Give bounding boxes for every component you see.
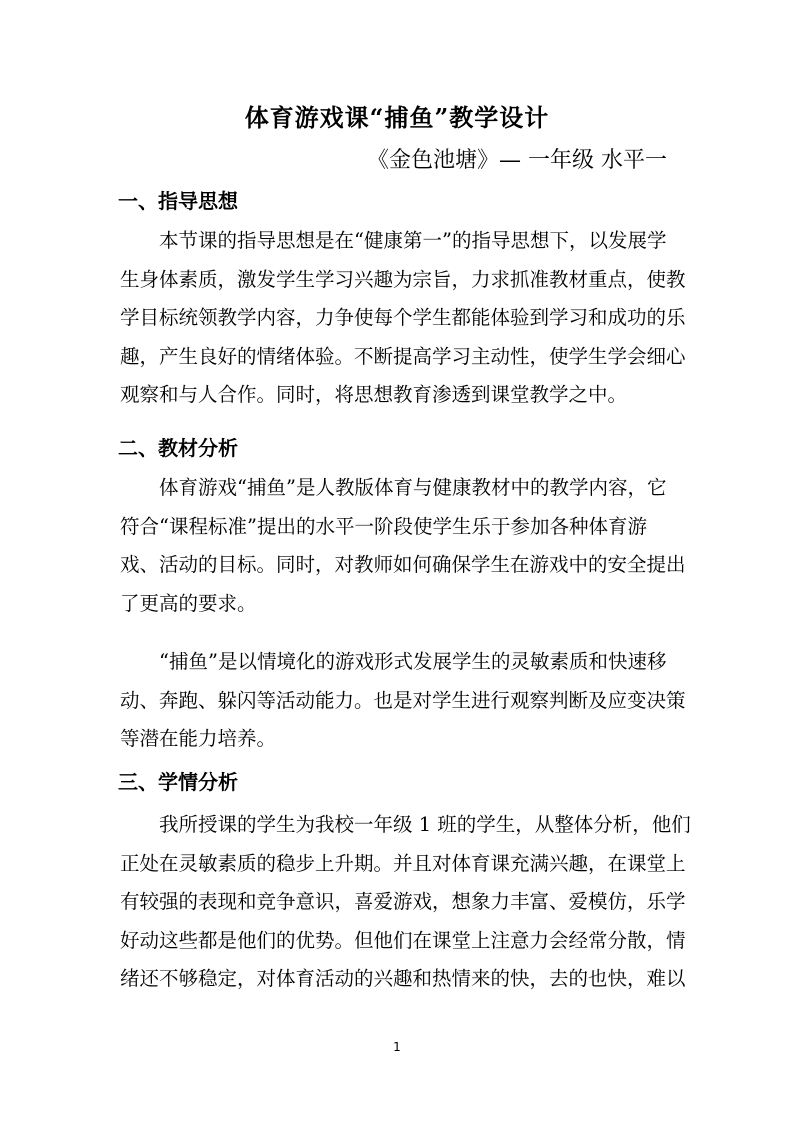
document-subtitle: 《金色池塘》— 一年级 水平一 xyxy=(367,148,667,173)
paragraph-line: 本节课的指导思想是在“健康第一”的指导思想下，以发展学 xyxy=(120,229,667,252)
paragraph xyxy=(120,222,686,415)
paragraph-line: 正处在灵敏素质的稳步上升期。并且对体育课充满兴趣，在课堂上 xyxy=(120,851,686,875)
paragraph-line: 学目标统领教学内容，力争使每个学生都能体验到学习和成功的乐 xyxy=(120,306,686,330)
paragraph-line: 体育游戏“捕鱼”是人教版体育与健康教材中的教学内容，它 xyxy=(120,476,667,499)
paragraph-line: 戏、活动的目标。同时，对教师如何确保学生在游戏中的安全提出 xyxy=(120,553,686,577)
paragraph-line: 有较强的表现和竞争意识，喜爱游戏，想象力丰富、爱模仿，乐学 xyxy=(120,890,686,914)
paragraph-line: 绪还不够稳定，对体育活动的兴趣和热情来的快，去的也快，难以 xyxy=(120,967,686,991)
section-heading-material-analysis: 二、教材分析 xyxy=(118,436,238,460)
paragraph-line: 符合“课程标准”提出的水平一阶段使学生乐于参加各种体育游 xyxy=(120,514,647,538)
section-heading-guiding-thought: 一、指导思想 xyxy=(118,189,238,213)
paragraph-line: 动、奔跑、躲闪等活动能力。也是对学生进行观察判断及应变决策 xyxy=(120,688,686,712)
paragraph-line: 等潜在能力培养。 xyxy=(120,727,277,751)
paragraph xyxy=(120,806,691,999)
section-heading-student-analysis: 三、学情分析 xyxy=(118,770,238,794)
paragraph-line: 好动这些都是他们的优势。但他们在课堂上注意力会经常分散，情 xyxy=(120,928,686,952)
paragraph xyxy=(120,469,686,623)
paragraph-line: 趣，产生良好的情绪体验。不断提高学习主动性，使学生学会细心 xyxy=(120,344,686,368)
paragraph-line: 生身体素质，激发学生学习兴趣为宗旨，力求抓准教材重点，使教 xyxy=(120,267,686,291)
page-number: 1 xyxy=(393,1040,401,1054)
paragraph-line: 我所授课的学生为我校一年级 1 班的学生，从整体分析，他们 xyxy=(120,813,691,836)
paragraph xyxy=(120,643,686,759)
paragraph-line: 了更高的要求。 xyxy=(120,591,257,615)
paragraph-line: “捕鱼”是以情境化的游戏形式发展学生的灵敏素质和快速移 xyxy=(120,650,667,673)
paragraph-line: 观察和与人合作。同时，将思想教育渗透到课堂教学之中。 xyxy=(120,383,628,407)
document-title: 体育游戏课“捕鱼”教学设计 xyxy=(244,103,550,132)
